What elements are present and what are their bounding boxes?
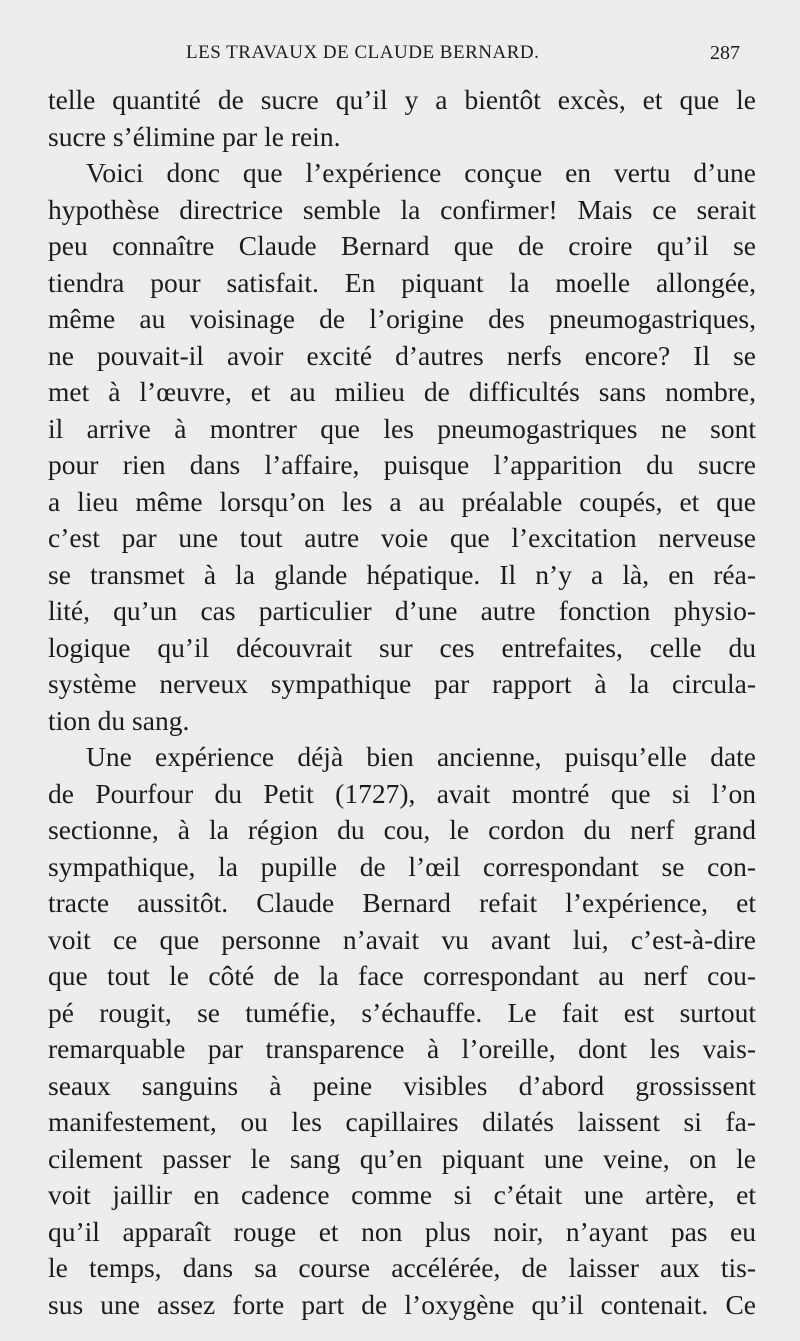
text-line: a lieu même lorsqu’on les a au préalable coupés, et que — [48, 485, 756, 517]
text-line: sucre s’élimine par le rein. — [48, 120, 341, 152]
text-line: de Pourfour du Petit (1727), avait montré que si l’on — [48, 777, 756, 809]
text-line: sus une assez forte part de l’oxygène qu’il contenait. Ce — [48, 1288, 756, 1320]
text-line: même au voisinage de l’origine des pneumogastriques, — [48, 303, 756, 334]
text-line: telle quantité de sucre qu’il y a bientôt excès, et que le — [48, 84, 756, 115]
text-line: se transmet à la glande hépatique. Il n’y a là, en réa- — [48, 558, 756, 590]
text-line: Voici donc que l’expérience conçue en vertu d’une — [86, 157, 756, 188]
text-line: c’est par une tout autre voie que l’excitation nerveuse — [48, 522, 756, 553]
text-line: sectionne, à la région du cou, le cordon du nerf grand — [48, 814, 756, 845]
text-line: Une expérience déjà bien ancienne, puisqu’elle date — [86, 741, 756, 772]
text-line: peu connaître Claude Bernard que de croire qu’il se — [48, 230, 756, 261]
text-line: logique qu’il découvrait sur ces entrefaites, celle du — [48, 631, 756, 663]
text-line: sympathique, la pupille de l’œil correspondant se con- — [48, 850, 756, 882]
text-line: système nerveux sympathique par rapport à la circula- — [48, 668, 756, 699]
text-line: voit ce que personne n’avait vu avant lui, c’est-à-dire — [48, 923, 756, 955]
text-line: seaux sanguins à peine visibles d’abord grossissent — [48, 1069, 756, 1101]
page-header — [60, 42, 740, 72]
page-number: 287 — [710, 42, 740, 64]
page-body — [48, 82, 756, 1323]
text-line: tiendra pour satisfait. En piquant la moelle allongée, — [48, 266, 756, 298]
text-line: cilement passer le sang qu’en piquant une veine, on le — [48, 1142, 756, 1174]
text-line: pé rougit, se tuméfie, s’échauffe. Le fait est surtout — [48, 996, 756, 1028]
text-line: que tout le côté de la face correspondant au nerf cou- — [48, 960, 756, 991]
text-line: hypothèse directrice semble la confirmer! Mais ce serait — [48, 193, 756, 225]
text-line: le temps, dans sa course accélérée, de laisser aux tis- — [48, 1252, 756, 1283]
text-line: ne pouvait-il avoir excité d’autres nerfs encore? Il se — [48, 339, 756, 371]
text-line: manifestement, ou les capillaires dilatés laissent si fa- — [48, 1106, 756, 1137]
text-line: voit jaillir en cadence comme si c’était une artère, et — [48, 1179, 756, 1210]
text-line: tion du sang. — [48, 704, 190, 736]
text-line: tracte aussitôt. Claude Bernard refait l’expérience, et — [48, 887, 756, 918]
running-head: LES TRAVAUX DE CLAUDE BERNARD. — [186, 42, 540, 63]
text-line: lité, qu’un cas particulier d’une autre fonction physio- — [48, 595, 756, 626]
text-line: remarquable par transparence à l’oreille, dont les vais- — [48, 1033, 756, 1064]
text-line: met à l’œuvre, et au milieu de difficultés sans nombre, — [48, 376, 756, 407]
text-line: il arrive à montrer que les pneumogastriques ne sont — [48, 412, 756, 444]
text-line: pour rien dans l’affaire, puisque l’apparition du sucre — [48, 449, 756, 480]
text-line: qu’il apparaît rouge et non plus noir, n’ayant pas eu — [48, 1215, 756, 1247]
